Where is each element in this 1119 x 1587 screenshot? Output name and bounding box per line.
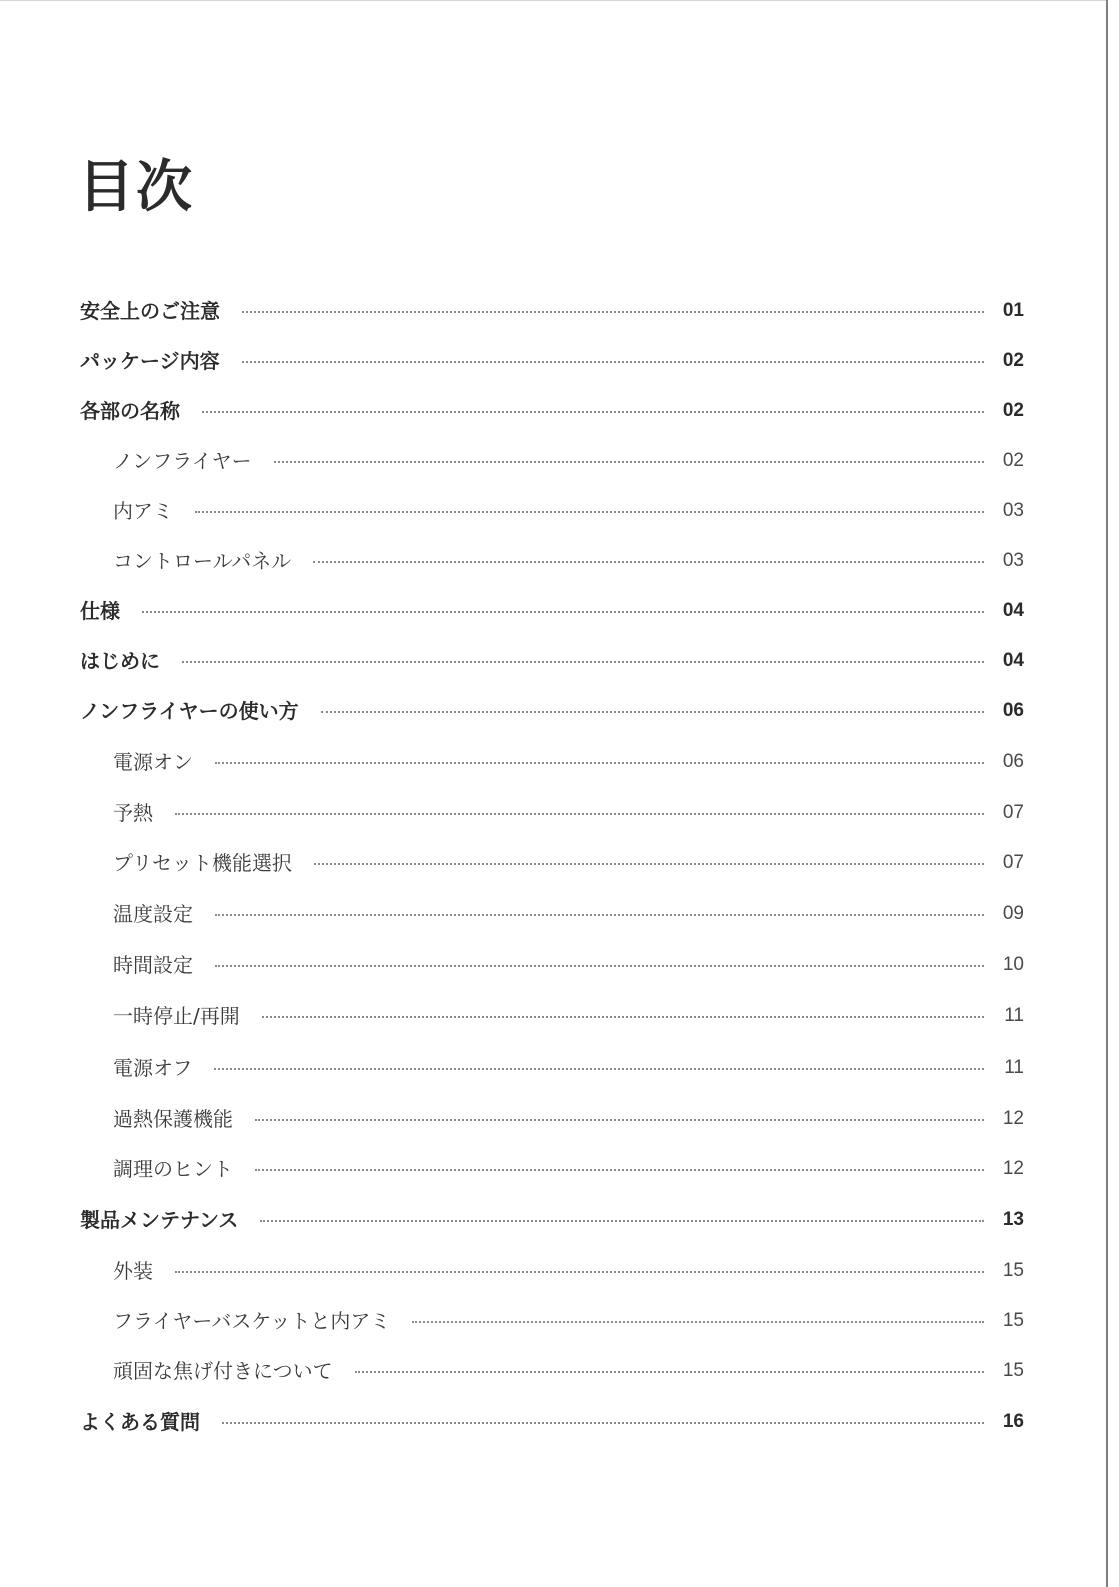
toc-page-number: 13 bbox=[1002, 1209, 1024, 1230]
toc-entry[interactable] bbox=[113, 999, 1024, 1033]
toc-entry-label: パッケージ内容 bbox=[80, 349, 220, 373]
toc-dot-leader bbox=[222, 1422, 984, 1424]
toc-page-number: 12 bbox=[1002, 1108, 1024, 1129]
toc-entry-label: コントロールパネル bbox=[113, 549, 292, 573]
toc-page-number: 02 bbox=[1002, 350, 1024, 371]
toc-entry[interactable] bbox=[113, 494, 1024, 528]
toc-dot-leader bbox=[195, 511, 984, 513]
toc-entry[interactable] bbox=[113, 1254, 1024, 1288]
toc-entry-label: 一時停止/再開 bbox=[113, 1004, 240, 1028]
toc-dot-leader bbox=[355, 1371, 984, 1373]
toc-entry-label: 予熱 bbox=[113, 801, 153, 825]
toc-dot-leader bbox=[175, 813, 984, 815]
toc-page-number: 11 bbox=[1004, 1005, 1024, 1026]
toc-entry[interactable] bbox=[80, 294, 1024, 328]
toc-dot-leader bbox=[242, 311, 984, 313]
toc-page-number: 01 bbox=[1002, 300, 1024, 321]
toc-dot-leader bbox=[262, 1016, 984, 1018]
toc-entry[interactable] bbox=[113, 1102, 1024, 1136]
toc-entry-label: 調理のヒント bbox=[113, 1157, 233, 1181]
toc-entry[interactable] bbox=[113, 1051, 1024, 1085]
toc-entry[interactable] bbox=[113, 948, 1024, 982]
toc-dot-leader bbox=[321, 711, 984, 713]
toc-entry-label: ノンフライヤー bbox=[113, 449, 252, 473]
toc-dot-leader bbox=[215, 914, 984, 916]
toc-dot-leader bbox=[255, 1119, 984, 1121]
toc-page-number: 11 bbox=[1004, 1057, 1024, 1078]
toc-entry-label: フライヤーバスケットと内アミ bbox=[113, 1309, 391, 1333]
toc-entry-label: よくある質問 bbox=[80, 1410, 200, 1434]
toc-page-number: 03 bbox=[1002, 500, 1024, 521]
toc-page-number: 09 bbox=[1002, 903, 1024, 924]
toc-entry[interactable] bbox=[113, 444, 1024, 478]
toc-page-number: 15 bbox=[1002, 1260, 1024, 1281]
toc-entry[interactable] bbox=[80, 344, 1024, 378]
toc-entry-label: 温度設定 bbox=[113, 902, 193, 926]
toc-dot-leader bbox=[412, 1321, 984, 1323]
toc-entry-label: はじめに bbox=[80, 649, 160, 673]
toc-page-number: 02 bbox=[1002, 400, 1024, 421]
toc-dot-leader bbox=[313, 561, 984, 563]
toc-dot-leader bbox=[242, 361, 984, 363]
toc-entry[interactable] bbox=[113, 846, 1024, 880]
toc-entry[interactable] bbox=[113, 544, 1024, 578]
toc-entry-label: 内アミ bbox=[113, 499, 173, 523]
toc-dot-leader bbox=[215, 965, 984, 967]
toc-entry-label: ノンフライヤーの使い方 bbox=[80, 699, 299, 723]
toc-entry-label: 外装 bbox=[113, 1259, 153, 1283]
toc-entry-label: 電源オン bbox=[113, 750, 193, 774]
toc-page-number: 07 bbox=[1002, 802, 1024, 823]
toc-page-number: 16 bbox=[1002, 1411, 1024, 1432]
toc-entry[interactable] bbox=[80, 394, 1024, 428]
toc-entry[interactable] bbox=[113, 796, 1024, 830]
toc-page-number: 12 bbox=[1002, 1158, 1024, 1179]
toc-entry-label: 過熱保護機能 bbox=[113, 1107, 233, 1131]
toc-entry[interactable] bbox=[80, 644, 1024, 678]
toc-dot-leader bbox=[175, 1271, 984, 1273]
toc-entry-label: 時間設定 bbox=[113, 953, 193, 977]
toc-entry[interactable] bbox=[113, 745, 1024, 779]
toc-page-number: 04 bbox=[1002, 600, 1024, 621]
toc-page-number: 02 bbox=[1002, 450, 1024, 471]
toc-entry[interactable] bbox=[113, 1152, 1024, 1186]
toc-entry-label: 安全上のご注意 bbox=[80, 299, 220, 323]
toc-entry-label: プリセット機能選択 bbox=[113, 851, 292, 875]
toc-page-number: 10 bbox=[1002, 954, 1024, 975]
toc-entry[interactable] bbox=[80, 1405, 1024, 1439]
toc-entry[interactable] bbox=[113, 897, 1024, 931]
toc-entry[interactable] bbox=[80, 1203, 1024, 1237]
toc-entry[interactable] bbox=[80, 594, 1024, 628]
toc-entry[interactable] bbox=[113, 1354, 1024, 1388]
toc-page-number: 03 bbox=[1002, 550, 1024, 571]
toc-dot-leader bbox=[142, 611, 984, 613]
toc-dot-leader bbox=[202, 411, 984, 413]
toc-entry-label: 各部の名称 bbox=[80, 399, 180, 423]
toc-page-number: 15 bbox=[1002, 1310, 1024, 1331]
toc-page-number: 07 bbox=[1002, 852, 1024, 873]
toc-dot-leader bbox=[314, 863, 984, 865]
toc-page-number: 06 bbox=[1002, 700, 1024, 721]
toc-entry[interactable] bbox=[80, 694, 1024, 728]
toc-dot-leader bbox=[215, 762, 984, 764]
toc-dot-leader bbox=[274, 461, 984, 463]
toc-dot-leader bbox=[255, 1169, 984, 1171]
page-title: 目次 bbox=[78, 155, 194, 220]
toc-page-number: 15 bbox=[1002, 1360, 1024, 1381]
toc-dot-leader bbox=[214, 1068, 984, 1070]
toc-dot-leader bbox=[182, 661, 984, 663]
toc-entry-label: 頑固な焦げ付きについて bbox=[113, 1359, 333, 1383]
toc-page-number: 04 bbox=[1002, 650, 1024, 671]
toc-entry[interactable] bbox=[113, 1304, 1024, 1338]
toc-dot-leader bbox=[260, 1220, 984, 1222]
toc-entry-label: 仕様 bbox=[80, 599, 120, 623]
toc-page-number: 06 bbox=[1002, 751, 1024, 772]
toc-entry-label: 電源オフ bbox=[113, 1056, 193, 1080]
toc-entry-label: 製品メンテナンス bbox=[80, 1208, 239, 1232]
